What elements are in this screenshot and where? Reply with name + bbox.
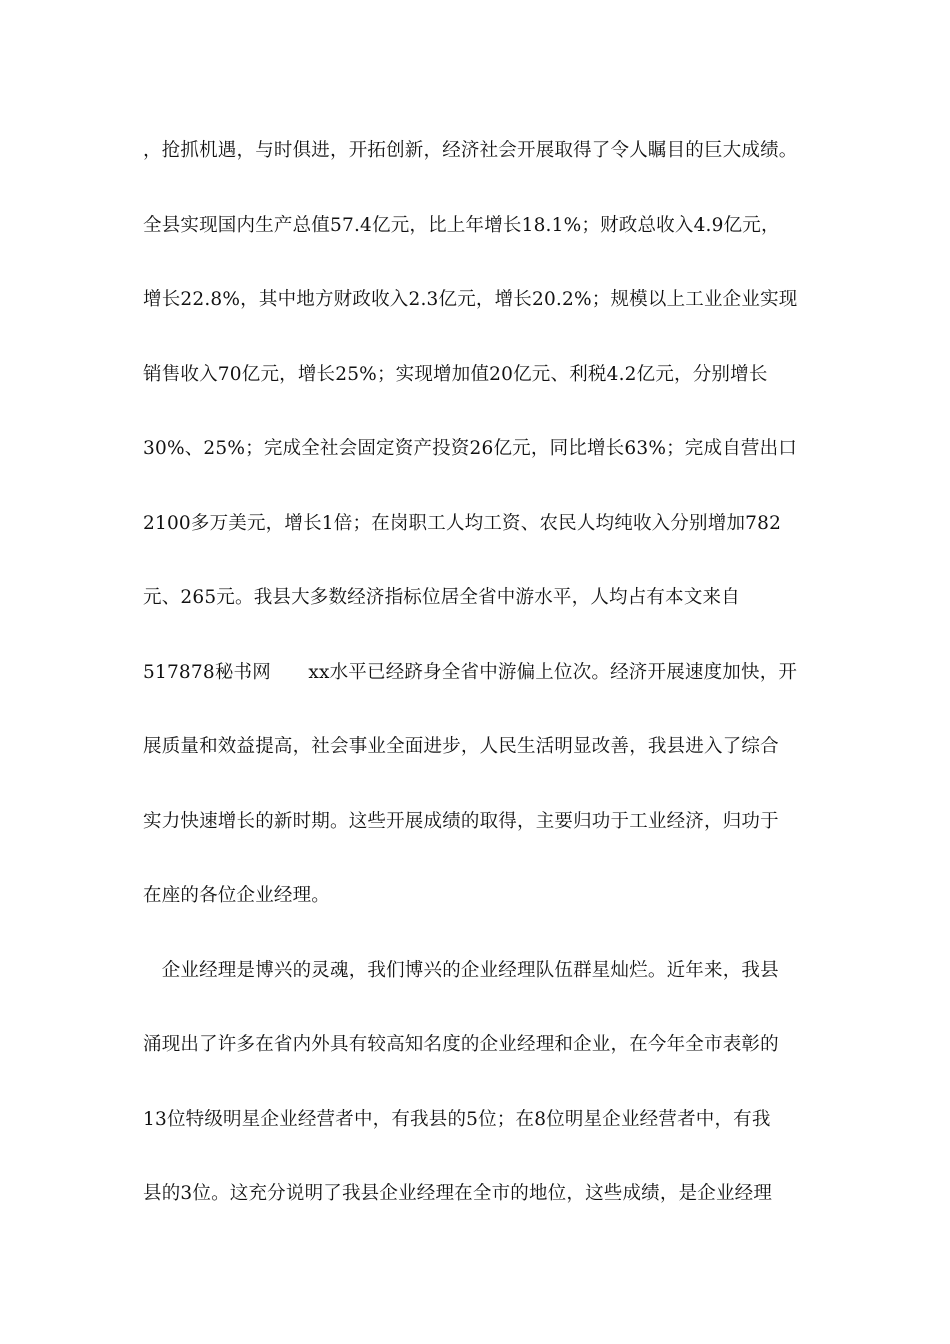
text-line: 涌现出了许多在省内外具有较高知名度的企业经理和企业，在今年全市表彰的 — [143, 1034, 779, 1055]
text-line: 企业经理是博兴的灵魂，我们博兴的企业经理队伍群星灿烂。近年来，我县 — [143, 959, 779, 981]
text-line: 在座的各位企业经理。 — [143, 885, 331, 906]
text-line: 销售收入70亿元，增长25%；实现增加值20亿元、利税4.2亿元，分别增长 — [143, 363, 768, 385]
text-line: 实力快速增长的新时期。这些开展成绩的取得，主要归功于工业经济，归功于 — [143, 810, 779, 832]
text-line: 517878秘书网 xx水平已经跻身全省中游偏上位次。经济开展速度加快，开 — [143, 661, 798, 683]
text-line: 元、265元。我县大多数经济指标位居全省中游水平，人均占有本文来自 — [143, 587, 740, 608]
text-line: 2100多万美元，增长1倍；在岗职工人均工资、农民人均纯收入分别增加782 — [143, 512, 782, 534]
text-line: ，抢抓机遇，与时俱进，开拓创新，经济社会开展取得了令人瞩目的巨大成绩。 — [143, 140, 798, 161]
text-line: 13位特级明星企业经营者中，有我县的5位；在8位明星企业经营者中，有我 — [143, 1108, 771, 1130]
text-line: 增长22.8%，其中地方财政收入2.3亿元，增长20.2%；规模以上工业企业实现 — [143, 289, 798, 310]
text-line: 县的3位。这充分说明了我县企业经理在全市的地位，这些成绩，是企业经理 — [143, 1183, 773, 1204]
text-line: 展质量和效益提高，社会事业全面进步，人民生活明显改善，我县进入了综合 — [143, 736, 779, 757]
document-body — [143, 127, 808, 1245]
text-line: 30%、25%；完成全社会固定资产投资26亿元，同比增长63%；完成自营出口 — [143, 438, 798, 459]
text-line: 全县实现国内生产总值57.4亿元，比上年增长18.1%；财政总收入4.9亿元， — [143, 214, 780, 236]
